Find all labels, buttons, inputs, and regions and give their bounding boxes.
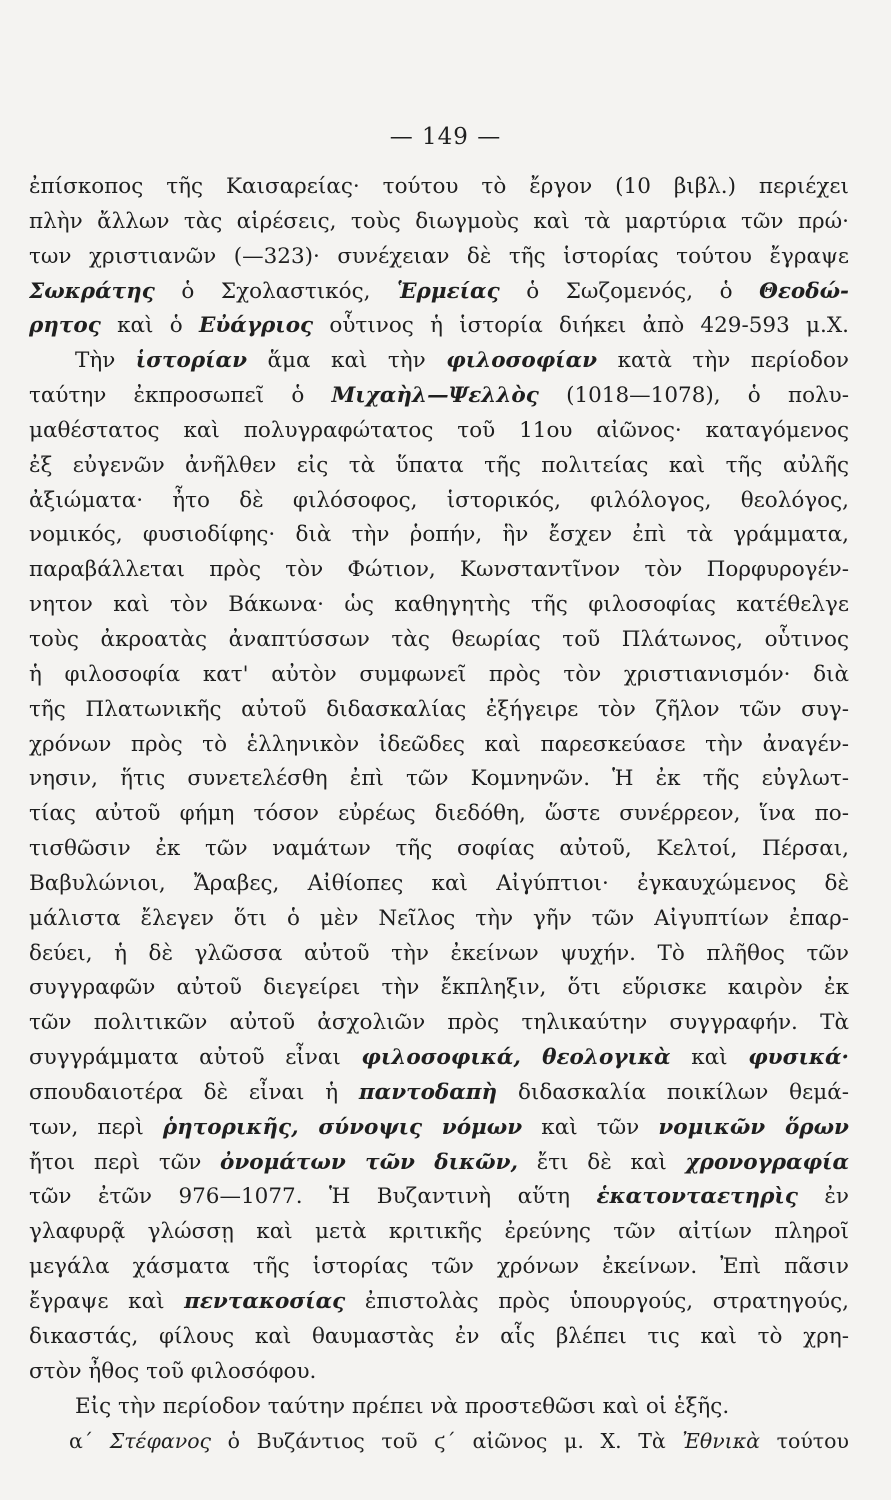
bold-term: Θεοδώ- [759,278,849,304]
text-line: τίας αὐτοῦ φήμη τόσον εὐρέως διεδόθη, ὥστε συνέρρεον, ἵνα πο- [29,801,849,827]
text-line: νησιν, ἥτις συνετελέσθη ἐπὶ τῶν Κομνηνῶν. Ἡ ἐκ τῆς εὐγλωτ- [29,766,849,792]
text-line: τῶν ἐτῶν 976—1077. Ἡ Βυζαντινὴ αὕτη ἑκατονταετηρὶς ἐν [29,1184,849,1210]
text-line: χρόνων πρὸς τὸ ἑλληνικὸν ἰδεῶδες καὶ παρεσκεύασε τὴν ἀναγέν- [29,731,849,757]
text-line: Βαβυλώνιοι, Ἄραβες, Αἰθίοπες καὶ Αἰγύπτιοι· ἐγκαυχώμενος δὲ [29,870,849,896]
text-line: των, περὶ ῥητορικῆς, σύνοψις νόμων καὶ τῶν νομικῶν ὅρων [29,1114,849,1140]
text-line: παραβάλλεται πρὸς τὸν Φώτιον, Κωνσταντῖνον τὸν Πορφυρογέν- [29,557,849,583]
text-line: συγγραφῶν αὐτοῦ διεγείρει τὴν ἔκπληξιν, ὅτι εὕρισκε καιρὸν ἐκ [29,975,849,1001]
bold-term: ῥητορικῆς, σύνοψις νόμων [162,1114,523,1140]
bold-term: Μιχαὴλ—Ψελλὸς [331,383,539,409]
text-line: συγγράμματα αὐτοῦ εἶναι φιλοσοφικά, θεολογικὰ καὶ φυσικά· [29,1045,849,1071]
text-line: τισθῶσιν ἐκ τῶν ναμάτων τῆς σοφίας αὐτοῦ, Κελτοί, Πέρσαι, [29,836,849,862]
bold-term: Σωκράτης [29,278,155,304]
text-line: ἐπίσκοπος τῆς Καισαρείας· τούτου τὸ ἔργον (10 βιβλ.) περιέχει [29,174,849,199]
text-line: μεγάλα χάσματα τῆς ἱστορίας τῶν χρόνων ἐκείνων. Ἐπὶ πᾶσιν [29,1254,849,1280]
text-line: νητον καὶ τὸν Βάκωνα· ὡς καθηγητὴς τῆς φιλοσοφίας κατέθελγε [29,592,849,618]
page-number: — 149 — [389,124,502,150]
text-line: σπουδαιοτέρα δὲ εἶναι ἡ παντοδαπὴ διδασκαλία ποικίλων θεμά- [29,1079,849,1105]
bold-term: ἑκατονταετηρὶς [596,1184,798,1210]
text-line: στὸν ἦθος τοῦ φιλοσόφου. [29,1358,317,1384]
bold-term: νομικῶν ὅρων [658,1114,849,1140]
text-line: Εἰς τὴν περίοδον ταύτην πρέπει νὰ προστεθῶσι καὶ οἱ ἑξῆς. [75,1393,730,1419]
text-line: νομικός, φυσιοδίφης· διὰ τὴν ῥοπήν, ἣν ἔσχεν ἐπὶ τὰ γράμματα, [29,522,849,548]
text-line: ρητος καὶ ὁ Εὐάγριος οὗτινος ἡ ἱστορία διήκει ἀπὸ 429-593 μ.Χ. [29,313,849,339]
page-body-text [29,170,849,1459]
bold-term: πεντακοσίας [184,1289,346,1314]
text-line: ἔγραψε καὶ πεντακοσίας ἐπιστολὰς πρὸς ὑπουργούς, στρατηγούς, [29,1289,849,1314]
text-line: δικαστάς, φίλους καὶ θαυμαστὰς ἐν αἷς βλέπει τις καὶ τὸ χρη- [29,1323,849,1349]
bold-term: φυσικά· [748,1045,849,1071]
bold-term: ἱστορίαν [135,348,248,374]
text-line: ταύτην ἐκπροσωπεῖ ὁ Μιχαὴλ—Ψελλὸς (1018—1078), ὁ πολυ- [29,383,849,409]
bold-term: Εὐάγριος [198,313,314,339]
bold-term: χρονογραφία [685,1149,849,1175]
text-line: ἡ φιλοσοφία κατ' αὐτὸν συμφωνεῖ πρὸς τὸν χριστιανισμόν· διὰ [29,661,849,687]
bold-term: παντοδαπὴ [358,1079,498,1105]
text-line: μαθέστατος καὶ πολυγραφώτατος τοῦ 11ου αἰῶνος· καταγόμενος [29,417,849,443]
text-line: των χριστιανῶν (—323)· συνέχειαν δὲ τῆς ἱστορίας τούτου ἔγραψε [29,243,849,269]
text-line: μάλιστα ἔλεγεν ὅτι ὁ μὲν Νεῖλος τὴν γῆν τῶν Αἰγυπτίων ἐπαρ- [29,905,849,931]
bold-term: ὀνομάτων τῶν δικῶν, [220,1149,519,1175]
text-line: πλὴν ἄλλων τὰς αἱρέσεις, τοὺς διωγμοὺς καὶ τὰ μαρτύρια τῶν πρώ· [29,208,849,234]
text-line: Σωκράτης ὁ Σχολαστικός, Ἑρμείας ὁ Σωζομενός, ὁ Θεοδώ- [29,278,849,304]
bold-term: φιλοσοφικά, θεολογικὰ [361,1045,671,1071]
text-line: τῆς Πλατωνικῆς αὐτοῦ διδασκαλίας ἐξήγειρε τὸν ζῆλον τῶν συγ- [29,696,849,722]
text-line: ἐξ εὐγενῶν ἀνῆλθεν εἰς τὰ ὕπατα τῆς πολιτείας καὶ τῆς αὐλῆς [29,452,849,478]
bold-term: ρητος [29,313,101,339]
italic-term: Στέφανος [109,1429,212,1454]
text-line: ἀξιώματα· ἦτο δὲ φιλόσοφος, ἱστορικός, φιλόλογος, θεολόγος, [29,487,849,513]
text-line: τῶν πολιτικῶν αὐτοῦ ἀσχολιῶν πρὸς τηλικαύτην συγγραφήν. Τὰ [29,1010,849,1036]
text-line: δεύει, ἡ δὲ γλῶσσα αὐτοῦ τὴν ἐκείνων ψυχήν. Τὸ πλῆθος τῶν [29,940,849,966]
italic-term: Ἐθνικὰ [682,1429,761,1454]
text-line: Τὴν ἱστορίαν ἅμα καὶ τὴν φιλοσοφίαν κατὰ τὴν περίοδον [75,348,849,374]
text-line: α΄ Στέφανος ὁ Βυζάντιος τοῦ ϛ΄ αἰῶνος μ. Χ. Τὰ Ἐθνικὰ τούτου [69,1429,849,1454]
text-line: τοὺς ἀκροατὰς ἀναπτύσσων τὰς θεωρίας τοῦ Πλάτωνος, οὗτινος [29,626,849,652]
bold-term: Ἑρμείας [397,278,500,304]
text-line: ἤτοι περὶ τῶν ὀνομάτων τῶν δικῶν, ἔτι δὲ καὶ χρονογραφία [29,1149,849,1175]
bold-term: φιλοσοφίαν [446,348,598,374]
text-line: γλαφυρᾷ γλώσσῃ καὶ μετὰ κριτικῆς ἐρεύνης τῶν αἰτίων πληροῖ [29,1219,849,1245]
